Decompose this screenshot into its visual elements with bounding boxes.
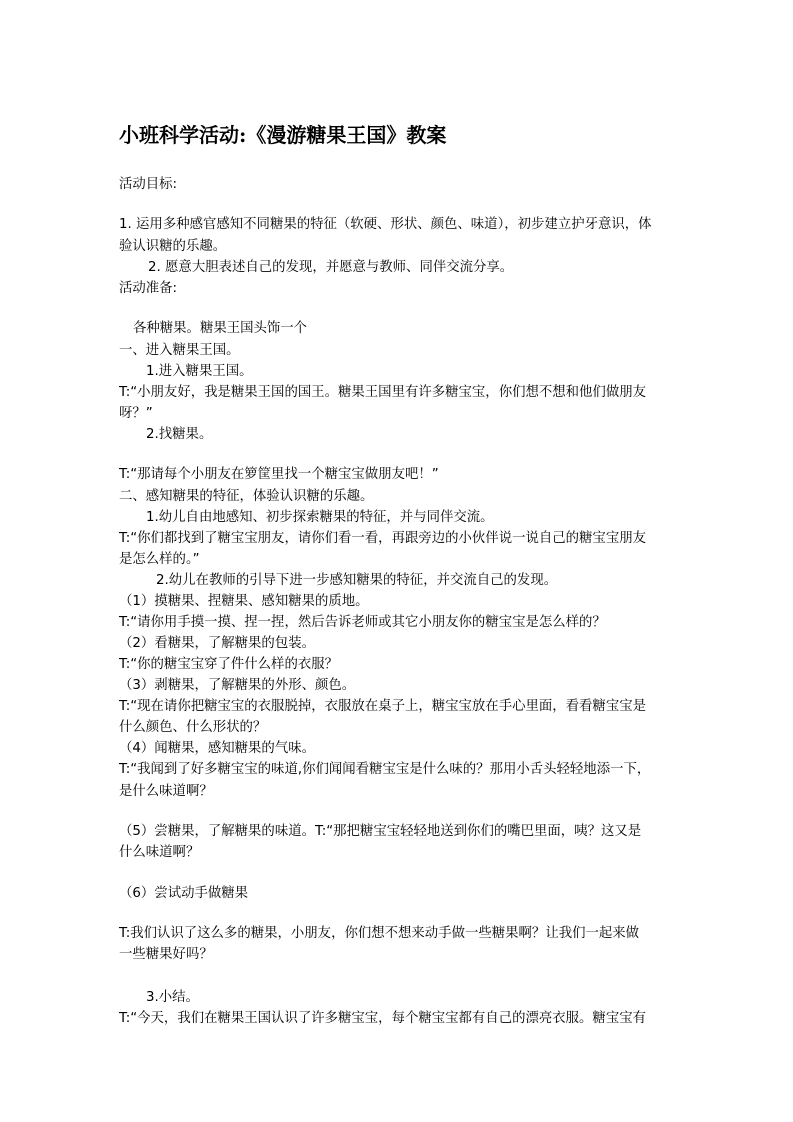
text-line: （5）尝糖果，了解糖果的味道。T:“那把糖宝宝轻轻地送到你们的嘴巴里面，咦？这又是 [119,824,642,839]
text-line: T:“我闻到了好多糖宝宝的味道,你们闻闻看糖宝宝是什么味的？那用小舌头轻轻地添一下， [119,762,651,777]
text-line: （3）剥糖果，了解糖果的外形、颜色。 [119,678,356,693]
text-line: 一、进入糖果王国。 [119,343,240,358]
text-line: 什么味道啊？ [119,845,200,860]
text-line: T:我们认识了这么多的糖果，小朋友，你们想不想来动手做一些糖果啊？让我们一起来做 [119,926,640,941]
text-line: 3.小结。 [146,990,199,1005]
text-line: （1）摸糖果、捏糖果、感知糖果的质地。 [119,594,369,609]
text-line: 呀？” [119,406,153,421]
text-line: 2. 愿意大胆表述自己的发现，并愿意与教师、同伴交流分享。 [148,260,514,275]
text-line: T:“你的糖宝宝穿了件什么样的衣服？ [119,657,339,672]
text-line: 是怎么样的。” [119,552,200,567]
document-title: 小班科学活动:《漫游糖果王国》教案 [119,123,447,147]
text-line: 是什么味道啊？ [119,784,213,799]
text-line: 2.找糖果。 [146,427,213,442]
text-line: 什么颜色、什么形状的？ [119,720,267,735]
text-line: T:“你们都找到了糖宝宝朋友，请你们看一看，再跟旁边的小伙伴说一说自己的糖宝宝朋友 [119,531,646,546]
text-line: （4）闻糖果，感知糖果的气味。 [119,741,315,756]
text-line: T:“请你用手摸一摸、捏一捏，然后告诉老师或其它小朋友你的糖宝宝是怎么样的？ [119,615,606,630]
text-line: 活动准备: [119,281,178,296]
text-line: （6）尝试动手做糖果 [119,886,249,901]
text-line: 1.幼儿自由地感知、初步探索糖果的特征，并与同伴交流。 [146,510,494,525]
text-line: 1. 运用多种感官感知不同糖果的特征（软硬、形状、颜色、味道），初步建立护牙意识，体 [119,217,652,232]
text-line: 一些糖果好吗？ [119,947,213,962]
text-line: 验认识糖的乐趣。 [119,239,227,254]
text-line: 各种糖果。糖果王国头饰一个 [133,321,308,336]
text-line: T:“今天，我们在糖果王国认识了许多糖宝宝，每个糖宝宝都有自己的漂亮衣服。糖宝宝有 [119,1011,646,1026]
text-line: T:“那请每个小朋友在箩筐里找一个糖宝宝做朋友吧！” [119,467,439,482]
text-line: 1.进入糖果王国。 [146,364,253,379]
text-line: 二、感知糖果的特征，体验认识糖的乐趣。 [119,489,374,504]
text-line: （2）看糖果，了解糖果的包装。 [119,636,315,651]
text-line: T:“现在请你把糖宝宝的衣服脱掉，衣服放在桌子上，糖宝宝放在手心里面，看看糖宝宝是 [119,699,646,714]
text-line: T:“小朋友好，我是糖果王国的国王。糖果王国里有许多糖宝宝，你们想不想和他们做朋友 [119,385,646,400]
text-line: 2.幼儿在教师的引导下进一步感知糖果的特征，并交流自己的发现。 [156,573,558,588]
text-line: 活动目标: [119,177,178,192]
